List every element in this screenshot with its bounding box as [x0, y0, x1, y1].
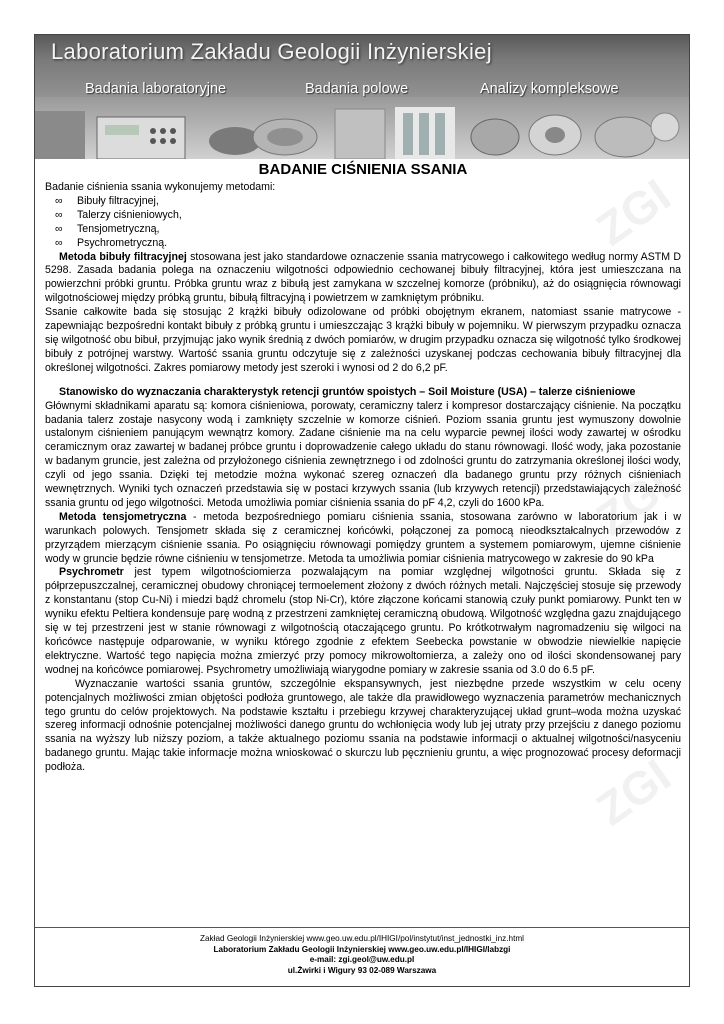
- methods-list: [45, 195, 681, 251]
- list-item: ∞ Talerzy ciśnieniowych,: [55, 208, 182, 221]
- psychrometer-paragraph: Psychrometr jest typem wilgotnościomierza pozwalającym na pomiar względnej wilgotności gruntu. Składa się z półprzepuszczalnej, ceramicznej obudowy chroniącej termoelement złożony z dwóch różnych metali. Najczęściej stosuje się przewody z konstantanu (stop Cu-Ni) i miedzi bądź chromelu (stop Ni-Cr), które złączone końcami stanowią czuły punkt pomiarowy. Punkt ten w wyniku efektu Peltiera kondensuje parę wodną z przestrzeni zamkniętej ceramiczną obudową. Wilgotność względna gazu znajdującego się w tej przestrzeni jest w stanie równowagi z wilgotnością otaczającego gruntu. Po krótkotrwałym nagromadzeniu się wilgoci na końcówce następuje odparowanie, w wyniku którego zgodnie z efektem Seebecka powstanie w obwodzie niewielkie napięcie elektryczne. Wartość tego napięcia można zmierzyć przy pomocy mikrowoltomierza, a zależy ono od ilości skondensowanej pary wodnej na końcówce pomiarowej. Psychrometry umożliwiają wiarygodne pomiary w zakresie ssania od 3.0 do 6.5 pF.: [45, 566, 681, 676]
- footer-department-link[interactable]: Zakład Geologii Inżynierskiej www.geo.uw.edu.pl/IHIGI/pol/instytut/inst_jednostki_inz.html: [199, 934, 525, 943]
- list-item: ∞ Psychrometryczną.: [55, 236, 168, 249]
- tensiometer-heading: Metoda tensjometryczna: [59, 510, 187, 523]
- page-frame: [34, 34, 690, 987]
- total-suction-paragraph: Ssanie całkowite bada się stosując 2 krążki bibuły odizolowane od próbki obojętnym ekranem, natomiast ssanie matrycowe - zapewniając bezpośredni kontakt bibuły z próbką gruntu i umieszczając 3 krążki bibuły w pojemniku. W pierwszym przypadku oznacza się wilgotność obu bibuł, przyjmując jako wynik średnią z dwóch pomiarów, w drugim przypadku oznacza się wilgotność tylko środkowej bibuły z potrójnej warstwy. Wartość ssania gruntu odczytuje się z zależności uzyskanej podczas cechowania bibuły filtracyjnej dla określonej wilgotności. Zakres pomiarowy metody jest szeroki i wynosi od 2 do 6,2 pF.: [45, 306, 681, 374]
- nav-lab-tests[interactable]: Badania laboratoryjne: [85, 81, 227, 97]
- bullet-icon: ∞: [55, 194, 63, 207]
- main-content: [45, 161, 681, 775]
- footer-address: ul.Żwirki i Wigury 93 02-089 Warszawa: [287, 965, 437, 975]
- footer-email[interactable]: e-mail: zgi.geol@uw.edu.pl: [309, 955, 415, 964]
- tensiometer-paragraph: Metoda tensjometryczna - metoda bezpośredniego pomiaru ciśnienia ssania, stosowana zarówno w laboratorium jak i w warunkach polowych. Tensjometr składa się z ceramicznej końcówki, połączonej za pomocą nieodkształcalnych przewodów z przyrządem mierzącym ciśnienie ssania. Po osiągnięciu równowagi pomiędzy gruntem a systemem pomiarowym, ujemne ciśnienie wody w gruncie będzie równe ciśnieniu w tensjometrze. Metoda ta umożliwia pomiar ciśnienia matrycowego w zakresie do 90 kPa: [45, 510, 681, 565]
- psychrometer-heading: Psychrometr: [59, 566, 124, 579]
- pressure-plate-heading: Stanowisko do wyznaczania charakterystyk retencji gruntów spoistych – Soil Moisture (USA) – talerze ciśnieniowe: [59, 385, 636, 398]
- lab-equipment-photos: [35, 97, 689, 159]
- header-banner: [35, 35, 689, 159]
- filter-paper-heading: Metoda bibuły filtracyjnej: [59, 250, 187, 263]
- footer-lab-link[interactable]: Laboratorium Zakładu Geologii Inżynierskiej www.geo.uw.edu.pl/IHIGI/labzgi: [213, 944, 511, 954]
- bullet-icon: ∞: [55, 236, 63, 249]
- filter-paper-paragraph: Metoda bibuły filtracyjnej stosowana jest jako standardowe oznaczenie ssania matrycowego i całkowitego według normy ASTM D 5298. Zasada badania polega na oznaczeniu wilgotności odpowiednio cechowanej bibuły filtracyjnej, która jest umieszczana na powierzchni próbki gruntu. Próbka gruntu wraz z bibułą jest zamykana w szczelnej komorze (próbniku), aż do osiągnięcia równowagi wilgotnościowej między próbką gruntu, bibułą filtracyjną i powietrzem w zamkniętym próbniku.: [45, 250, 681, 305]
- pressure-plate-paragraph: Głównymi składnikami aparatu są: komora ciśnieniowa, porowaty, ceramiczny talerz i kompresor dostarczający ciśnienie. Na początku badania talerz zostaje nasycony wodą i zamknięty szczelnie w komorze ciśnień. Poziom ssania gruntu jest wymuszony dowolnie ustalonym ciśnieniem panującym wewnątrz komory. Zadane ciśnienie ma na celu wyparcie pewnej ilości wody zawartej w ośrodku ceramicznym oraz zawartej w badanej próbce gruntu i doprowadzenie całego układu do stanu równowagi. Ilość wody, jaka pozostanie w badanym gruncie, jest zależna od przyłożonego ciśnienia zewnętrznego i od zdolności gruntu do zatrzymania określonej ilości wody, czyli od jego ssania. Dzięki tej metodzie można wykonać szereg oznaczeń dla badanego gruntu przy różnych ciśnieniach wewnętrznych. Wyniki tych oznaczeń przedstawia się w postaci krzywych ssania (lub krzywych retencji) przedstawiających zależność ssania gruntu od jego wilgotności. Metoda umożliwia pomiar ciśnienia ssania do pF 4,2, czyli do 1600 kPa.: [45, 399, 681, 509]
- site-title: Laboratorium Zakładu Geologii Inżynierskiej: [51, 39, 492, 64]
- summary-paragraph: Wyznaczanie wartości ssania gruntów, szczególnie ekspansywnych, jest niezbędne przede wszystkim w celu oceny potencjalnych możliwości zmian objętości podłoża gruntowego, ale także dla prawidłowego wyznaczenia parametrów mechanicznych tego gruntu do celów projektowych. Na podstawie kształtu i przebiegu krzywej charakteryzującej układ grunt–woda można uzyskać szereg informacji odnośnie potencjalnej możliwości danego gruntu do wchłonięcia wody lub jej utraty przy przejściu z danego poziomu ssania na wyższy lub niższy poziom, a także aktualnego poziomu ssania na podstawie informacji o aktualnej wilgotności/nasyceniu badanego gruntu. Mając takie informacje można wnioskować o skurczu lub pęcznieniu gruntu, a więc prognozować procesy deformacji podłoża.: [45, 677, 681, 774]
- bullet-icon: ∞: [55, 208, 63, 221]
- watermark-logo: ZGI: [587, 168, 680, 256]
- bullet-icon: ∞: [55, 222, 63, 235]
- list-item: ∞ Bibuły filtracyjnej,: [55, 194, 159, 207]
- watermark-logo: ZGI: [587, 458, 680, 546]
- top-navigation: [35, 81, 689, 105]
- nav-field-tests[interactable]: Badania polowe: [305, 81, 409, 97]
- page-title: BADANIE CIŚNIENIA SSANIA: [258, 161, 468, 178]
- footer: [35, 927, 689, 976]
- list-item: ∞ Tensjometryczną,: [55, 222, 160, 235]
- watermark-logo: ZGI: [587, 748, 680, 836]
- intro-text: Badanie ciśnienia ssania wykonujemy metodami:: [45, 181, 276, 193]
- nav-complex-analyses[interactable]: Analizy kompleksowe: [480, 81, 619, 97]
